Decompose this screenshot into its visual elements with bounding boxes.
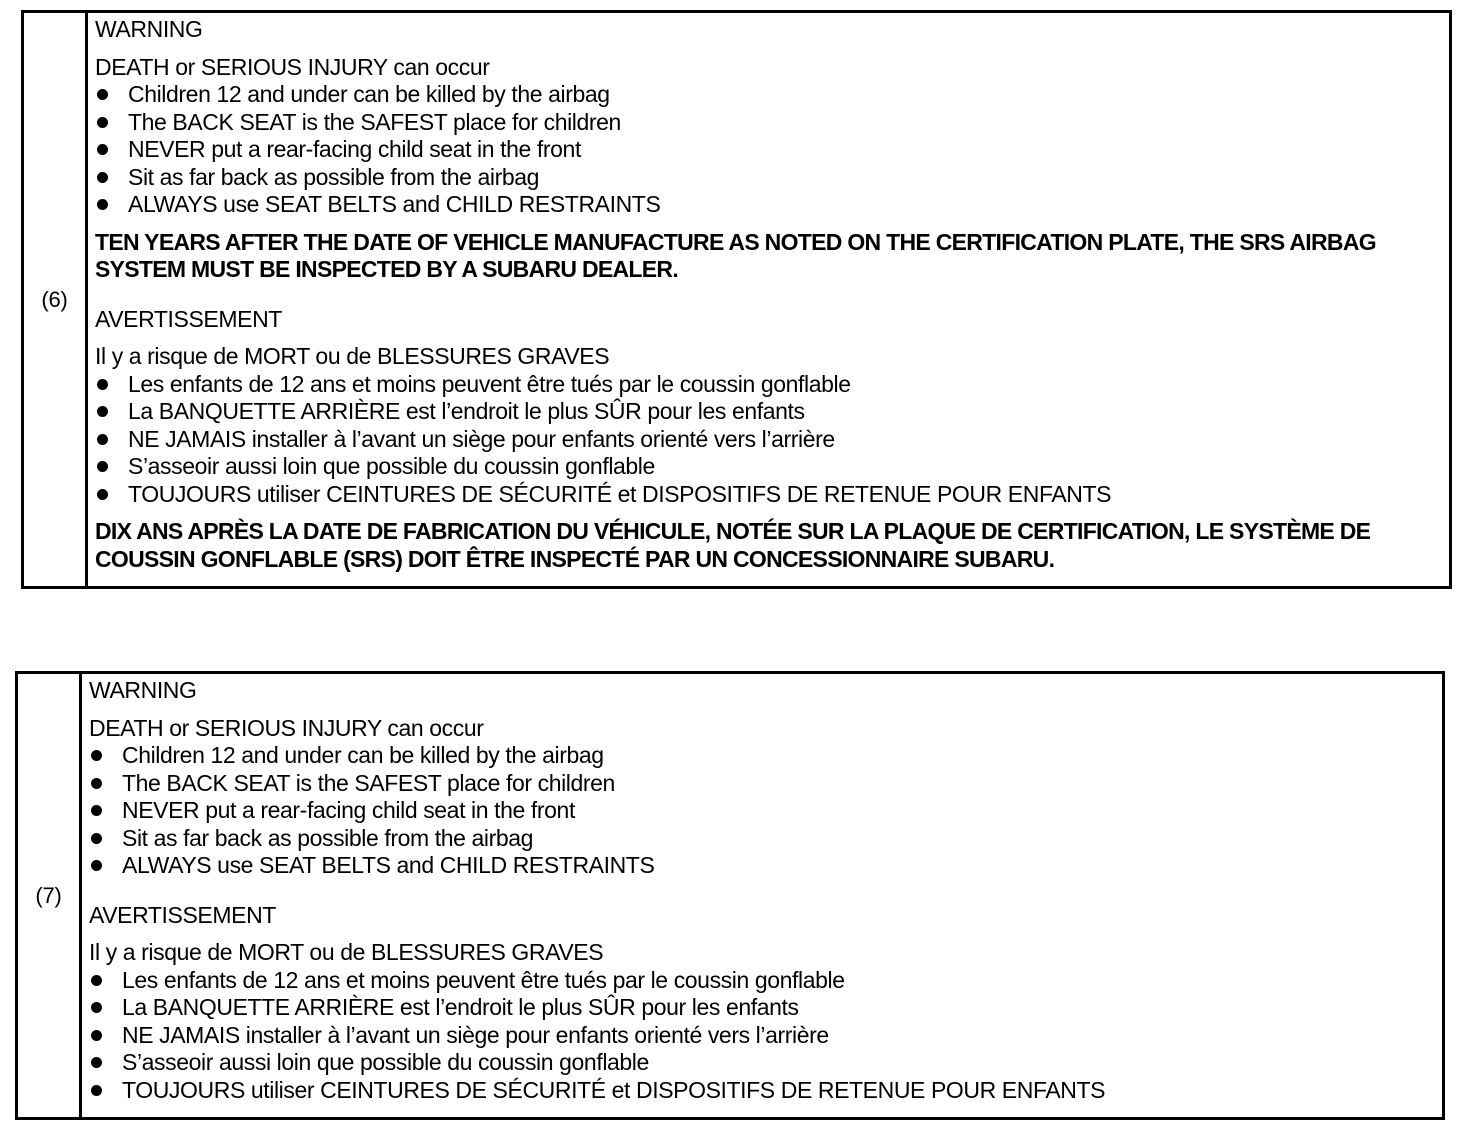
bullet-text: ALWAYS use SEAT BELTS and CHILD RESTRAINTS <box>128 191 661 217</box>
bullet-icon <box>91 975 102 986</box>
label-content <box>88 13 1449 586</box>
bullet-icon <box>97 434 108 445</box>
bullet-icon <box>91 778 102 789</box>
bullet-item <box>89 770 1442 798</box>
warning-bullet-list <box>95 81 1449 219</box>
warning-heading: WARNING <box>89 677 197 703</box>
bullet-item <box>95 453 1449 481</box>
bullet-text: Sit as far back as possible from the airbag <box>122 824 534 851</box>
bullet-item <box>95 398 1449 426</box>
warning-label-7 <box>15 671 1445 1120</box>
bullet-icon <box>91 1057 102 1068</box>
bullet-text: Sit as far back as possible from the airbag <box>128 163 540 190</box>
bullet-text: Children 12 and under can be killed by the airbag <box>128 81 610 107</box>
avertissement-notice: DIX ANS APRÈS LA DATE DE FABRICATION DU VÉHICULE, NOTÉE SUR LA PLAQUE DE CERTIFICATION, LE SYSTÈME DE COUSSIN GONFLABLE (SRS) DOIT ÊTRE INSPECTÉ PAR UN CONCESSIONNAIRE SUBARU. <box>95 518 1371 572</box>
bullet-text: The BACK SEAT is the SAFEST place for children <box>128 108 621 135</box>
bullet-item <box>89 1049 1442 1077</box>
label-number: (7) <box>18 674 82 1117</box>
bullet-icon <box>97 172 108 183</box>
bullet-item <box>95 191 1449 219</box>
bullet-text: NEVER put a rear-facing child seat in the front <box>122 797 575 823</box>
bullet-item <box>95 109 1449 137</box>
avertissement-bullet-list <box>95 371 1449 509</box>
warning-heading: WARNING <box>95 16 203 42</box>
bullet-icon <box>97 117 108 128</box>
bullet-item <box>89 742 1442 770</box>
avertissement-intro: Il y a risque de MORT ou de BLESSURES GRAVES <box>95 343 610 369</box>
warning-bullet-list <box>89 742 1442 880</box>
bullet-item <box>89 994 1442 1022</box>
label-number: (6) <box>24 13 88 586</box>
bullet-icon <box>91 1085 102 1096</box>
bullet-text: Les enfants de 12 ans et moins peuvent être tués par le coussin gonflable <box>128 370 851 397</box>
bullet-icon <box>97 461 108 472</box>
bullet-item <box>95 371 1449 399</box>
bullet-text: ALWAYS use SEAT BELTS and CHILD RESTRAINTS <box>122 852 655 878</box>
bullet-text: S’asseoir aussi loin que possible du coussin gonflable <box>122 1049 649 1075</box>
bullet-icon <box>91 833 102 844</box>
bullet-text: La BANQUETTE ARRIÈRE est l’endroit le plus SÛR pour les enfants <box>128 398 805 424</box>
avertissement-heading: AVERTISSEMENT <box>95 305 282 332</box>
bullet-text: TOUJOURS utiliser CEINTURES DE SÉCURITÉ et DISPOSITIFS DE RETENUE POUR ENFANTS <box>128 480 1112 507</box>
bullet-item <box>89 825 1442 853</box>
bullet-item <box>95 136 1449 164</box>
bullet-text: NE JAMAIS installer à l’avant un siège pour enfants orienté vers l’arrière <box>128 425 835 452</box>
bullet-text: La BANQUETTE ARRIÈRE est l’endroit le plus SÛR pour les enfants <box>122 994 799 1020</box>
bullet-icon <box>91 805 102 816</box>
bullet-text: NEVER put a rear-facing child seat in the front <box>128 136 581 162</box>
bullet-icon <box>91 860 102 871</box>
bullet-text: Children 12 and under can be killed by the airbag <box>122 742 604 768</box>
bullet-icon <box>97 379 108 390</box>
bullet-text: TOUJOURS utiliser CEINTURES DE SÉCURITÉ et DISPOSITIFS DE RETENUE POUR ENFANTS <box>122 1076 1106 1103</box>
bullet-icon <box>97 489 108 500</box>
bullet-item <box>95 164 1449 192</box>
bullet-icon <box>97 406 108 417</box>
avertissement-heading: AVERTISSEMENT <box>89 901 276 928</box>
warning-notice: TEN YEARS AFTER THE DATE OF VEHICLE MANUFACTURE AS NOTED ON THE CERTIFICATION PLATE, THE SRS AIRBAG SYSTEM MUST BE INSPECTED BY A SUBARU DEALER. <box>95 228 1376 282</box>
bullet-text: The BACK SEAT is the SAFEST place for children <box>122 769 615 796</box>
avertissement-intro: Il y a risque de MORT ou de BLESSURES GRAVES <box>89 939 604 965</box>
bullet-icon <box>97 144 108 155</box>
bullet-icon <box>97 199 108 210</box>
label-content <box>82 674 1442 1117</box>
bullet-item <box>95 81 1449 109</box>
bullet-item <box>89 852 1442 880</box>
bullet-icon <box>91 1030 102 1041</box>
bullet-text: Les enfants de 12 ans et moins peuvent être tués par le coussin gonflable <box>122 966 845 993</box>
bullet-item <box>89 797 1442 825</box>
bullet-icon <box>91 1002 102 1013</box>
bullet-item <box>89 1077 1442 1105</box>
bullet-icon <box>97 89 108 100</box>
bullet-icon <box>91 750 102 761</box>
bullet-text: NE JAMAIS installer à l’avant un siège pour enfants orienté vers l’arrière <box>122 1021 829 1048</box>
bullet-text: S’asseoir aussi loin que possible du coussin gonflable <box>128 453 655 479</box>
bullet-item <box>89 1022 1442 1050</box>
bullet-item <box>89 967 1442 995</box>
avertissement-bullet-list <box>89 967 1442 1105</box>
bullet-item <box>95 426 1449 454</box>
bullet-item <box>95 481 1449 509</box>
warning-intro: DEATH or SERIOUS INJURY can occur <box>95 53 490 80</box>
warning-intro: DEATH or SERIOUS INJURY can occur <box>89 714 484 741</box>
warning-label-6 <box>21 10 1452 589</box>
